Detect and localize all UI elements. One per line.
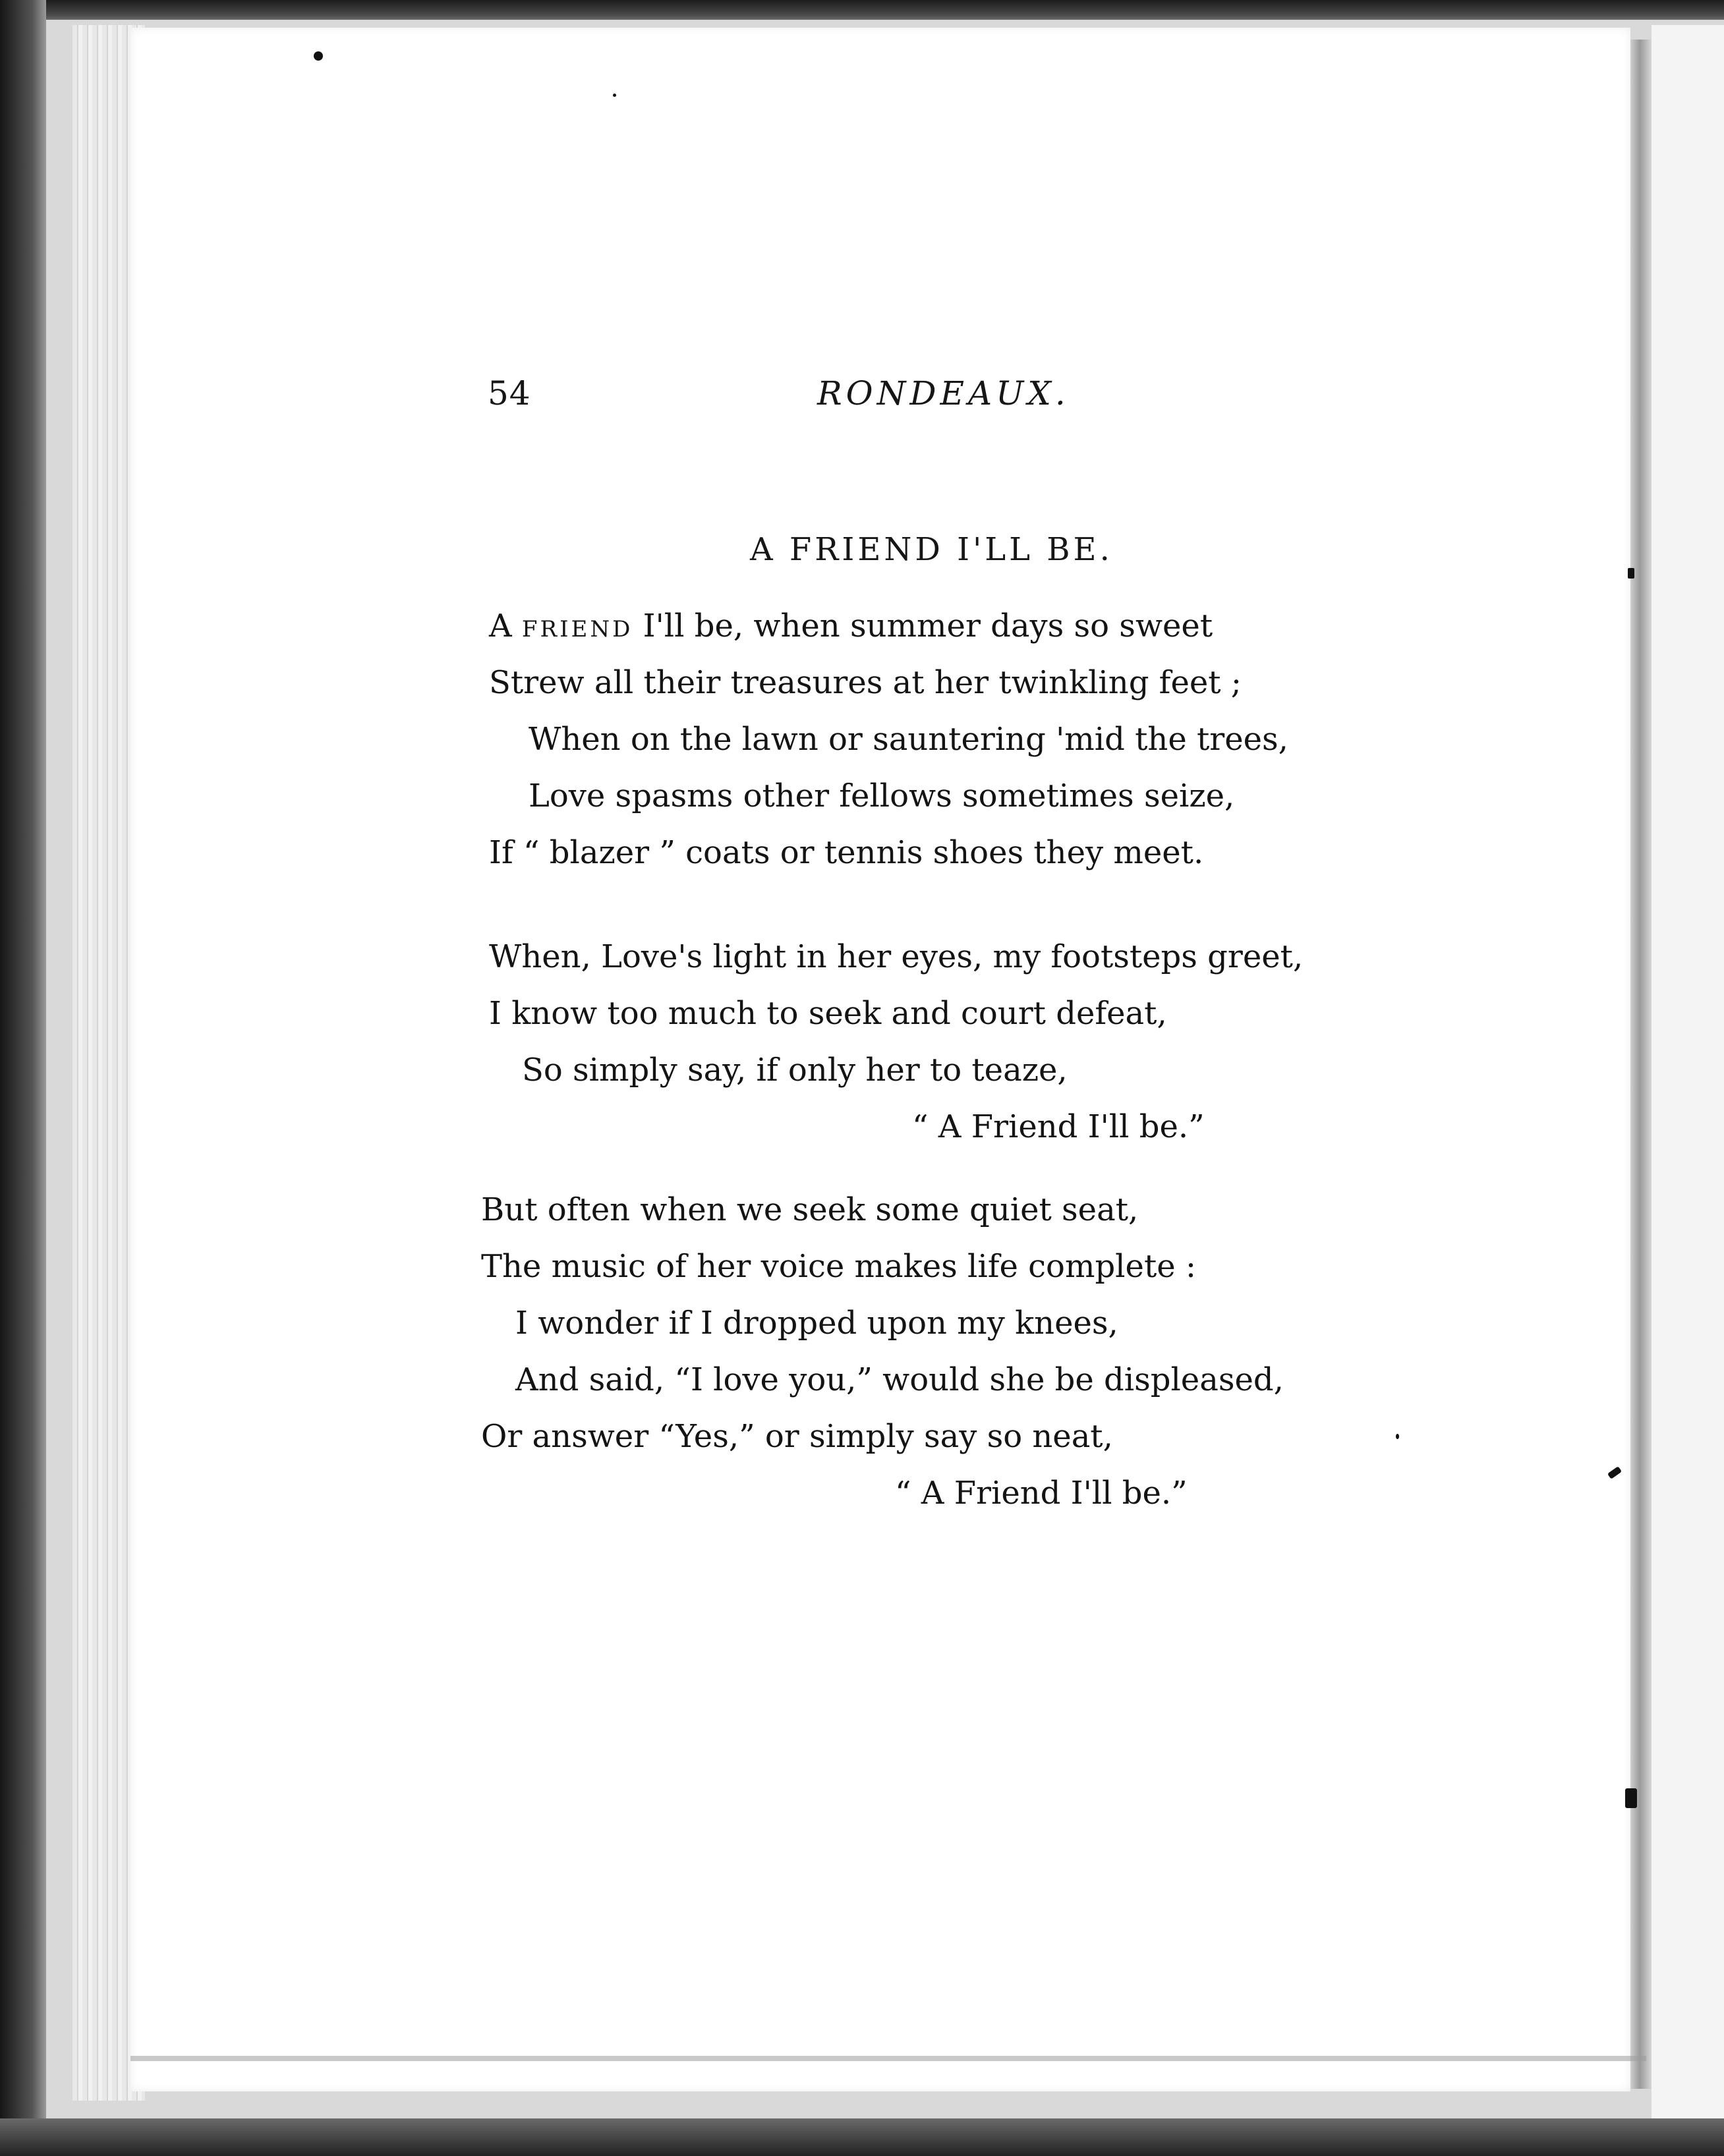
- ink-speck: [613, 94, 616, 97]
- page-gutter: [1630, 40, 1652, 2089]
- poem-line: Love spasms other fellows sometimes seize,: [529, 778, 1235, 814]
- poem-line: I wonder if I dropped upon my knees,: [515, 1305, 1118, 1342]
- ink-speck: [1625, 1788, 1637, 1808]
- poem-line: Or answer “Yes,” or simply say so neat,: [481, 1418, 1113, 1455]
- poem-title: A FRIEND I'LL BE.: [750, 531, 1113, 568]
- poem-line: When, Love's light in her eyes, my footsteps greet,: [489, 938, 1304, 975]
- ink-speck: [314, 51, 323, 61]
- poem-line-smallcaps: friend: [521, 608, 633, 644]
- scan-left-edge: [0, 0, 46, 2156]
- poem-line: And said, “I love you,” would she be displeased,: [515, 1361, 1284, 1398]
- running-head: [488, 374, 1226, 422]
- poem-line: If “ blazer ” coats or tennis shoes they meet.: [489, 834, 1204, 871]
- ink-speck: [1628, 568, 1634, 579]
- page-number: 54: [488, 374, 531, 412]
- facing-page-edge: [1652, 25, 1724, 2120]
- section-title: RONDEAUX.: [817, 374, 1070, 412]
- poem-line-lead: A: [489, 608, 522, 644]
- poem-line: I know too much to seek and court defeat,: [489, 995, 1167, 1032]
- poem-refrain: “ A Friend I'll be.”: [895, 1475, 1188, 1512]
- poem-line-rest: I'll be, when summer days so sweet: [633, 608, 1213, 644]
- poem-refrain: “ A Friend I'll be.”: [912, 1108, 1205, 1145]
- scan-bottom-edge: [0, 2118, 1724, 2156]
- poem-line: So simply say, if only her to teaze,: [522, 1052, 1068, 1089]
- page-bottom-edge: [130, 2056, 1646, 2061]
- poem-line: But often when we seek some quiet seat,: [481, 1191, 1139, 1228]
- poem-line: When on the lawn or sauntering 'mid the trees,: [529, 721, 1288, 758]
- ink-speck: [1396, 1434, 1399, 1439]
- poem-line: [489, 606, 1213, 646]
- poem-line: Strew all their treasures at her twinkling feet ;: [489, 664, 1242, 701]
- poem-line: The music of her voice makes life complete :: [481, 1248, 1197, 1285]
